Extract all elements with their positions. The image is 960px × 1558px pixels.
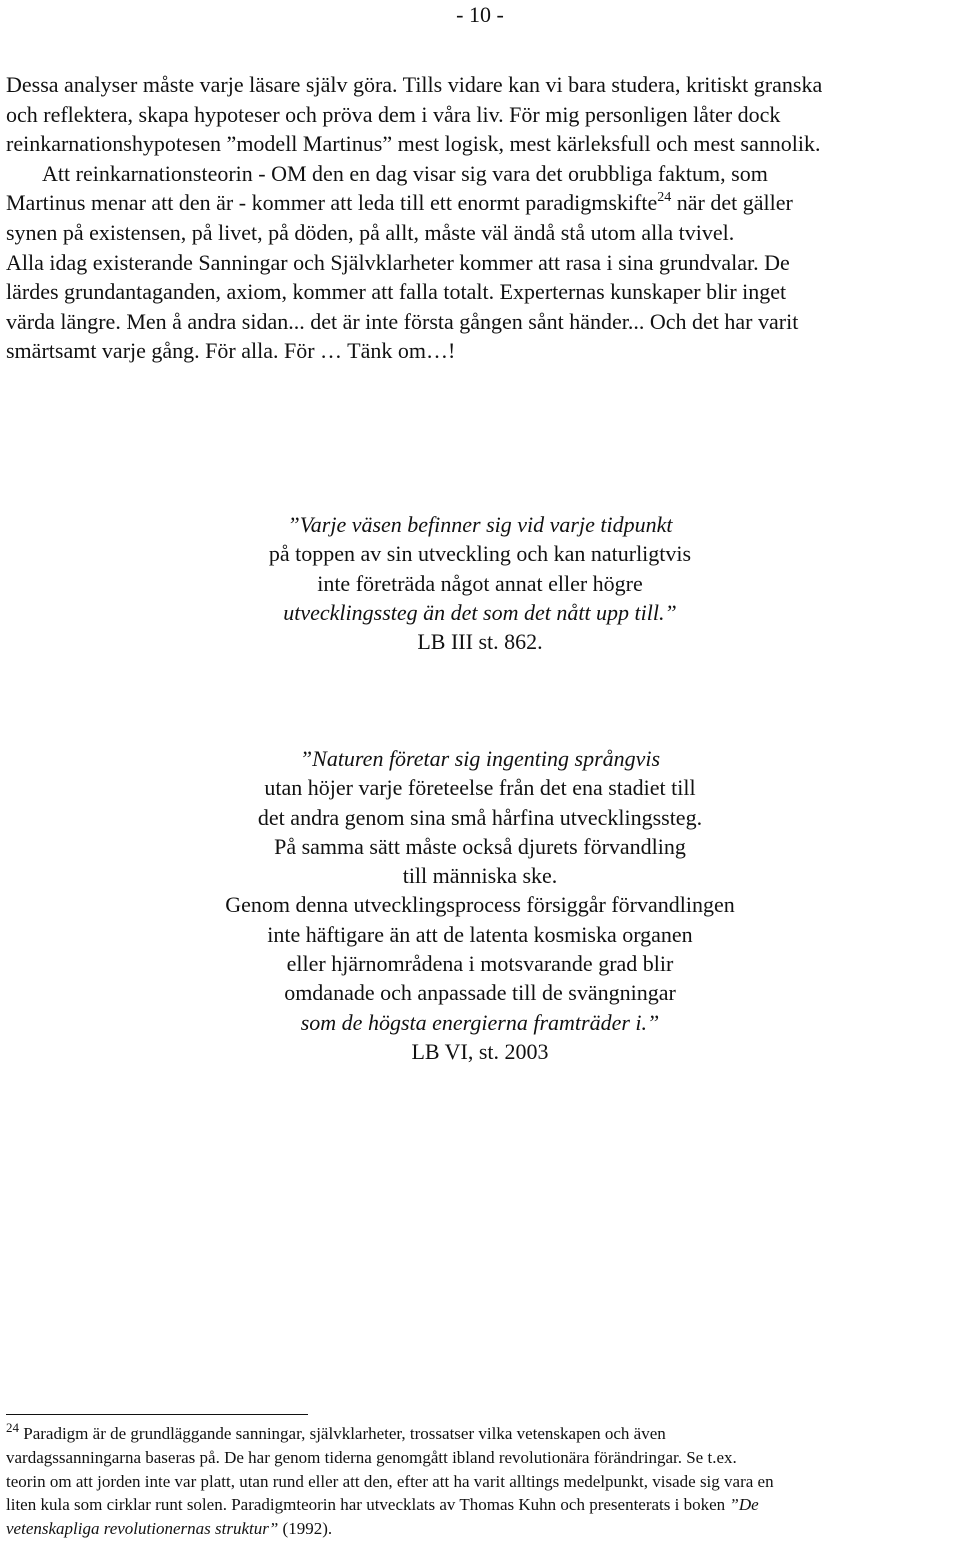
quote-block-1 — [0, 510, 960, 656]
book-title: vetenskapliga revolutionernas struktur” — [6, 1519, 279, 1539]
body-line: reinkarnationshypotesen ”modell Martinus” mest logisk, mest kärleksfull och mest sannolik. — [6, 131, 821, 157]
quote-block-2 — [0, 744, 960, 1066]
body-line: lärdes grundantaganden, axiom, kommer att falla totalt. Experternas kunskaper blir inget — [6, 279, 787, 305]
footnote-reference[interactable]: 24 — [657, 190, 672, 206]
quote-line: utan höjer varje företeelse från det ena stadiet till — [264, 775, 696, 801]
footnote-line — [6, 1517, 956, 1541]
quote-line: det andra genom sina små hårfina utvecklingssteg. — [257, 804, 703, 830]
body-line: värda längre. Men å andra sidan... det är inte första gången sånt händer... Och det har varit — [6, 308, 799, 334]
footnote-marker: 24 — [6, 1420, 19, 1435]
book-title: ”De — [729, 1495, 759, 1515]
footnote-text: (1992). — [278, 1519, 333, 1539]
footnote-divider — [6, 1414, 308, 1415]
quote-citation: LB III st. 862. — [417, 629, 543, 655]
footnote-line: vardagssanningarna baseras på. De har genom tiderna genomgått ibland revolutionära förändringar. Se t.ex. — [6, 1447, 737, 1467]
body-line: Alla idag existerande Sanningar och Självklarheter kommer att rasa i sina grundvalar. De — [6, 249, 790, 275]
quote-line: omdanade och anpassade till de svängningar — [284, 980, 676, 1006]
body-text-segment: när det gäller — [671, 190, 793, 216]
quote-line: till människa ske. — [402, 863, 558, 889]
body-line: Att reinkarnationsteorin - OM den en dag visar sig vara det orubbliga faktum, som — [42, 160, 768, 186]
footnote-text: Paradigm är de grundläggande sanningar, självklarheter, trossatser vilka vetenskapen och även — [23, 1424, 666, 1443]
quote-line: inte häftigare än att de latenta kosmiska organen — [267, 921, 693, 947]
body-line-with-footnote — [6, 188, 956, 218]
quote-line: På samma sätt måste också djurets förvandling — [274, 833, 686, 859]
quote-line: Genom denna utvecklingsprocess försiggår förvandlingen — [225, 892, 735, 918]
footnote-line — [6, 1422, 956, 1446]
page-number: - 10 - — [456, 2, 504, 27]
quote-line: som de högsta energierna framträder i.” — [300, 1009, 660, 1035]
footnote-line: teorin om att jorden inte var platt, utan rund eller att den, efter att ha varit alltings medelpunkt, visade sig vara en — [6, 1471, 774, 1491]
footnote-line — [6, 1493, 956, 1517]
body-text-segment: Martinus menar att den är - kommer att leda till ett enormt paradigmskifte — [6, 190, 658, 216]
body-paragraph — [6, 70, 956, 366]
body-line: och reflektera, skapa hypoteser och pröva dem i våra liv. För mig personligen låter dock — [6, 101, 781, 127]
quote-line: på toppen av sin utveckling och kan naturligtvis — [268, 541, 692, 567]
quote-line: eller hjärnområdena i motsvarande grad blir — [286, 951, 674, 977]
body-line: smärtsamt varje gång. För alla. För … Tänk om…! — [6, 338, 456, 364]
quote-line: ”Naturen företar sig ingenting språngvis — [299, 746, 661, 771]
footnote-text: liten kula som cirklar runt solen. Paradigmteorin har utvecklats av Thomas Kuhn och presenterats i boken — [6, 1495, 730, 1515]
footnote — [6, 1422, 956, 1541]
quote-citation: LB VI, st. 2003 — [411, 1038, 549, 1064]
quote-line: inte företräda något annat eller högre — [317, 570, 643, 596]
body-line: synen på existensen, på livet, på döden, på allt, måste väl ändå stå utom alla tvivel. — [6, 219, 735, 245]
quote-line: ”Varje väsen befinner sig vid varje tidpunkt — [287, 512, 673, 537]
body-line: Dessa analyser måste varje läsare själv göra. Tills vidare kan vi bara studera, kritiskt granska — [6, 72, 823, 97]
quote-line: utvecklingssteg än det som det nått upp till.” — [283, 599, 677, 625]
